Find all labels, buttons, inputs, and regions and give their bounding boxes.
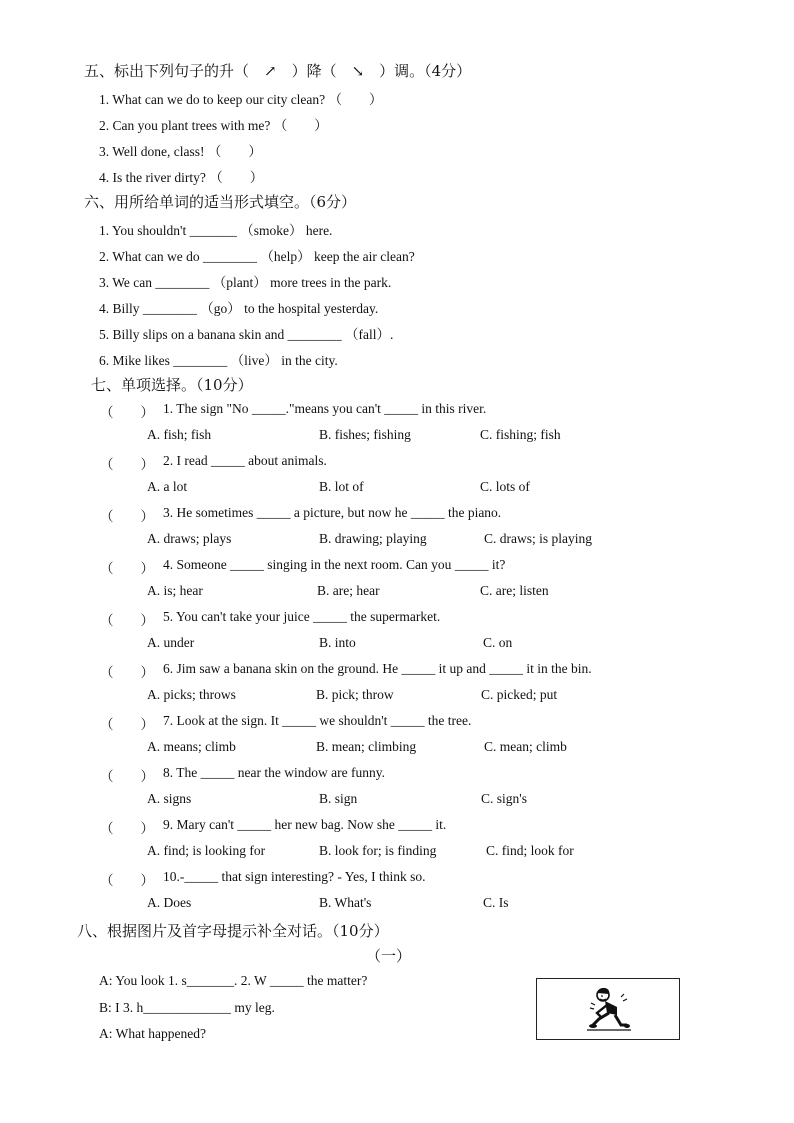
sec5-item-3: 3. Well done, class! （ ）	[99, 144, 262, 159]
q8-answer-paren: （ ）	[100, 769, 154, 784]
q7-option-c: C. mean; climb	[484, 739, 567, 754]
q6-option-b: B. pick; throw	[316, 687, 394, 702]
injured-boy-picture	[536, 978, 680, 1040]
q6-option-c: C. picked; put	[481, 687, 558, 702]
injured-boy-illustration	[587, 985, 631, 1033]
q9-option-b: B. look for; is finding	[319, 843, 437, 858]
q4-option-a: A. is; hear	[147, 583, 203, 598]
q5-question: 5. You can't take your juice _____ the supermarket.	[163, 609, 441, 624]
q8-option-c: C. sign's	[481, 791, 527, 806]
dialogue-line-1: A: You look 1. s_______. 2. W _____ the matter?	[99, 973, 368, 988]
q9-option-c: C. find; look for	[486, 843, 574, 858]
q6-question: 6. Jim saw a banana skin on the ground. He _____ it up and _____ it in the bin.	[163, 661, 592, 676]
dialogue-line-3: A: What happened?	[99, 1026, 206, 1041]
q3-question: 3. He sometimes _____ a picture, but now he _____ the piano.	[163, 505, 502, 520]
q4-answer-paren: （ ）	[100, 561, 154, 576]
q4-option-c: C. are; listen	[480, 583, 549, 598]
sec5-item-4: 4. Is the river dirty? （ ）	[99, 170, 264, 185]
q5-option-a: A. under	[147, 635, 195, 650]
q10-answer-paren: （ ）	[100, 873, 154, 888]
q3-option-a: A. draws; plays	[147, 531, 232, 546]
q1-answer-paren: （ ）	[100, 405, 154, 420]
q8-option-b: B. sign	[319, 791, 358, 806]
q10-option-c: C. Is	[483, 895, 509, 910]
section-8-title: 八、根据图片及首字母提示补全对话。（10分）	[77, 922, 389, 940]
q2-option-b: B. lot of	[319, 479, 364, 494]
q2-question: 2. I read _____ about animals.	[163, 453, 327, 468]
q10-option-a: A. Does	[147, 895, 192, 910]
q6-answer-paren: （ ）	[100, 665, 154, 680]
sec5-item-1: 1. What can we do to keep our city clean? （ ）	[99, 92, 383, 107]
section-7-title: 七、单项选择。（10分）	[91, 376, 253, 394]
sec6-item-4: 4. Billy ________ （go） to the hospital yesterday.	[99, 301, 379, 316]
q3-option-c: C. draws; is playing	[484, 531, 592, 546]
q7-option-b: B. mean; climbing	[316, 739, 417, 754]
q2-option-a: A. a lot	[147, 479, 188, 494]
q3-option-b: B. drawing; playing	[319, 531, 427, 546]
q1-option-b: B. fishes; fishing	[319, 427, 411, 442]
q2-option-c: C. lots of	[480, 479, 530, 494]
q6-option-a: A. picks; throws	[147, 687, 236, 702]
q4-question: 4. Someone _____ singing in the next room. Can you _____ it?	[163, 557, 506, 572]
q9-option-a: A. find; is looking for	[147, 843, 266, 858]
sec6-item-5: 5. Billy slips on a banana skin and ________ （fall）.	[99, 327, 394, 342]
q5-option-c: C. on	[483, 635, 513, 650]
section-6-title: 六、用所给单词的适当形式填空。（6分）	[84, 193, 357, 211]
q10-question: 10.-_____ that sign interesting? - Yes, I think so.	[163, 869, 426, 884]
sec5-item-2: 2. Can you plant trees with me? （ ）	[99, 118, 328, 133]
q5-answer-paren: （ ）	[100, 613, 154, 628]
q9-answer-paren: （ ）	[100, 821, 154, 836]
q10-option-b: B. What's	[319, 895, 372, 910]
q3-answer-paren: （ ）	[100, 509, 154, 524]
q1-question: 1. The sign "No _____."means you can't _____ in this river.	[163, 401, 487, 416]
q1-option-c: C. fishing; fish	[480, 427, 561, 442]
sec6-item-1: 1. You shouldn't _______ （smoke） here.	[99, 223, 333, 238]
q1-option-a: A. fish; fish	[147, 427, 212, 442]
dialogue-line-2: B: I 3. h_____________ my leg.	[99, 1000, 275, 1015]
q9-question: 9. Mary can't _____ her new bag. Now she _____ it.	[163, 817, 447, 832]
sec6-item-3: 3. We can ________ （plant） more trees in the park.	[99, 275, 392, 290]
q4-option-b: B. are; hear	[317, 583, 380, 598]
q7-option-a: A. means; climb	[147, 739, 236, 754]
q5-option-b: B. into	[319, 635, 356, 650]
section-8-subtitle: （一）	[366, 947, 412, 965]
sec6-item-2: 2. What can we do ________ （help） keep the air clean?	[99, 249, 415, 264]
q8-option-a: A. signs	[147, 791, 192, 806]
sec6-item-6: 6. Mike likes ________ （live） in the city.	[99, 353, 338, 368]
section-5-title: 五、标出下列句子的升（ ↗ ）降（ ↘ ）调。（4分）	[84, 62, 472, 80]
q7-question: 7. Look at the sign. It _____ we shouldn't _____ the tree.	[163, 713, 472, 728]
q2-answer-paren: （ ）	[100, 457, 154, 472]
q7-answer-paren: （ ）	[100, 717, 154, 732]
q8-question: 8. The _____ near the window are funny.	[163, 765, 385, 780]
